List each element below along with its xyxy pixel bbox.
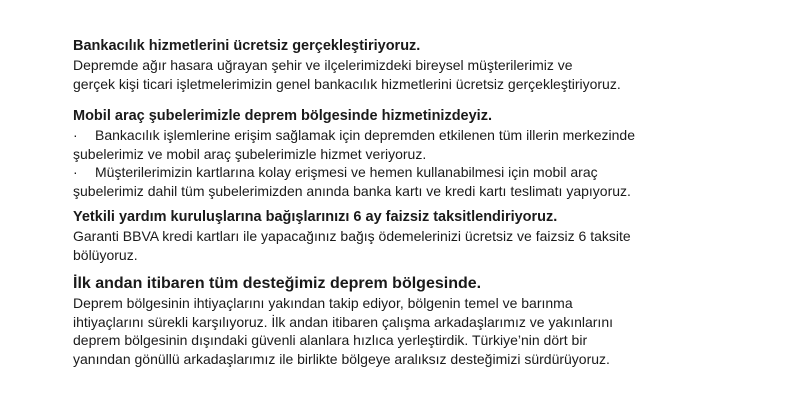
paragraph-line: Depremde ağır hasara uğrayan şehir ve ilçelerimizdeki bireysel müşterilerimiz ve — [73, 57, 573, 73]
bullet-marker: · — [73, 127, 78, 143]
bullet-item — [73, 163, 635, 182]
paragraph-line: yanından gönüllü arkadaşlarımız ile birlikte bölgeye aralıksız desteğimizi sürdürüyoruz. — [73, 350, 610, 367]
section-donation-installments — [73, 208, 631, 264]
paragraph-line: Garanti BBVA kredi kartları ile yapacağınız bağış ödemelerinizi ücretsiz ve faizsiz 6 taksite — [73, 228, 631, 244]
bullet-continuation: şubelerimiz ve mobil araç şubelerimizle hizmet veriyoruz. — [73, 145, 427, 162]
section-earthquake-support — [73, 274, 613, 368]
bullet-item — [73, 126, 635, 145]
section-heading: İlk andan itibaren tüm desteğimiz deprem bölgesinde. — [73, 275, 482, 292]
paragraph-line: ihtiyaçlarını sürekli karşılıyoruz. İlk andan itibaren çalışma arkadaşlarımız ve yakınlarını — [73, 313, 613, 330]
section-heading: Mobil araç şubelerimizle deprem bölgesinde hizmetinizdeyiz. — [73, 108, 492, 124]
section-free-banking — [73, 37, 621, 93]
bullet-continuation: şubelerimiz dahil tüm şubelerimizden anında banka kartı ve kredi kartı teslimatı yapıyoruz. — [73, 182, 631, 199]
bullet-marker: · — [73, 164, 78, 180]
paragraph-line: Deprem bölgesinin ihtiyaçlarını yakından takip ediyor, bölgenin temel ve barınma — [73, 295, 573, 311]
section-heading: Yetkili yardım kuruluşlarına bağışlarınızı 6 ay faizsiz taksitlendiriyoruz. — [73, 209, 558, 225]
paragraph-line: gerçek kişi ticari işletmelerimizin genel bankacılık hizmetlerini ücretsiz gerçekleştiriyoruz. — [73, 75, 621, 92]
section-heading: Bankacılık hizmetlerini ücretsiz gerçekleştiriyoruz. — [73, 38, 421, 54]
paragraph-line: deprem bölgesinin dışındaki güvenli alanlara hızlıca yerleştirdik. Türkiye’nin dört bir — [73, 332, 588, 348]
paragraph-line: bölüyoruz. — [73, 246, 138, 263]
bullet-text: Bankacılık işlemlerine erişim sağlamak için depremden etkilenen tüm illerin merkezinde — [95, 127, 636, 143]
bullet-text: Müşterilerimizin kartlarına kolay erişmesi ve hemen kullanabilmesi için mobil araç — [95, 164, 598, 180]
section-mobile-branches — [73, 107, 635, 200]
